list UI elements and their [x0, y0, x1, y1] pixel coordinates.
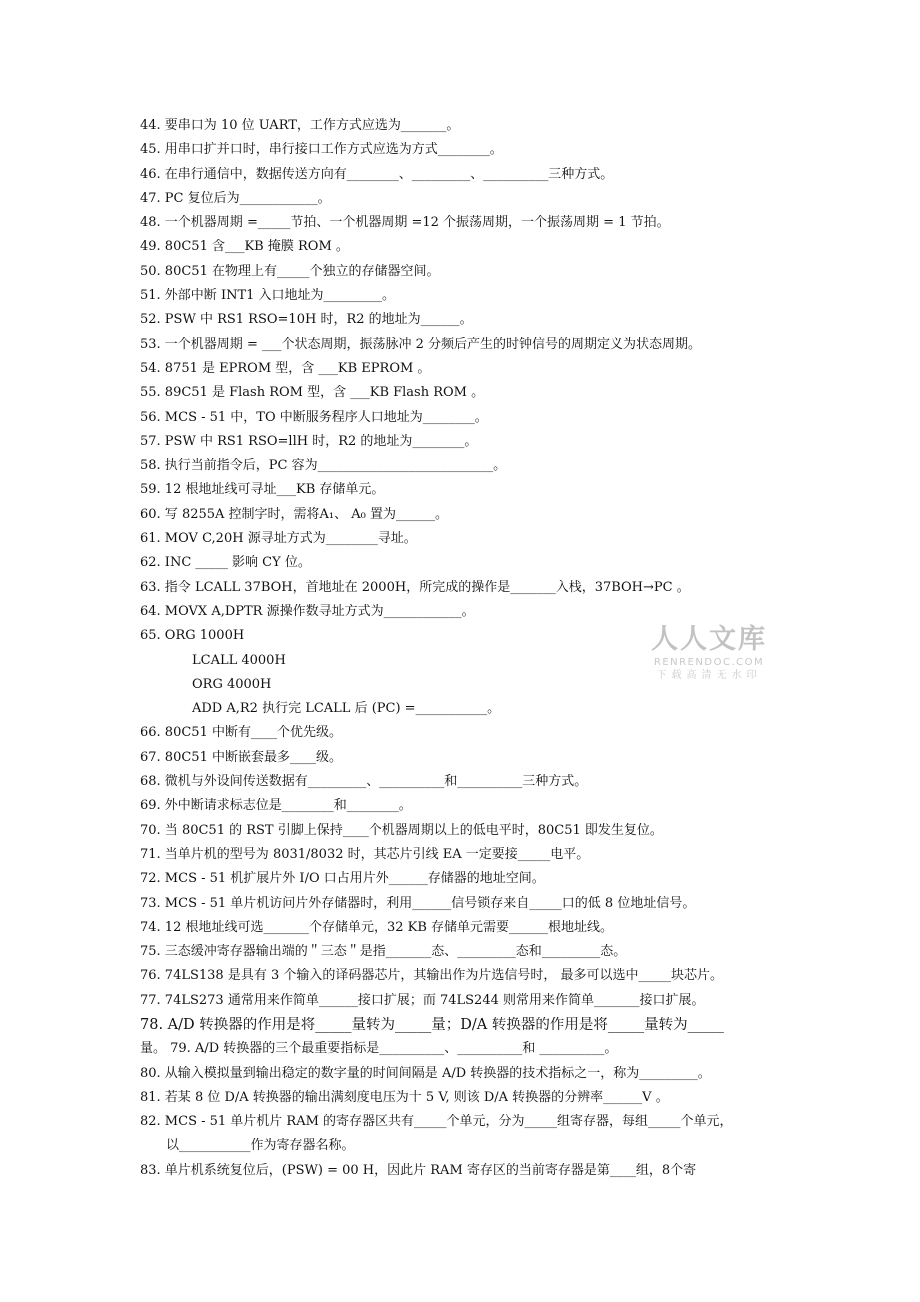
question-70: 70. 当 80C51 的 RST 引脚上保持____个机器周期以上的低电平时，80C51 即发生复位。	[140, 822, 663, 838]
question-56: 56. MCS - 51 中，TO 中断服务程序人口地址为________。	[140, 409, 488, 425]
question-77: 77. 74LS273 通常用来作简单______接口扩展；而 74LS244 则常用来作简单_______接口扩展。	[140, 992, 705, 1008]
watermark-tagline: 下载高清无水印	[656, 670, 762, 681]
question-72: 72. MCS - 51 机扩展片外 I/O 口占用片外______存储器的地址空间。	[140, 871, 545, 887]
question-73: 73. MCS - 51 单片机访问片外存储器时，利用______信号锁存来自_____口的低 8 位地址信号。	[140, 895, 696, 911]
question-68: 68. 微机与外设间传送数据有_________、__________和__________三种方式。	[140, 774, 588, 790]
question-83: 83. 单片机系统复位后，(PSW) = 00 H，因此片 RAM 寄存区的当前寄存器是第____组，8个寄	[140, 1162, 697, 1178]
question-53: 53. 一个机器周期 = ___个状态周期，振荡脉冲 2 分频后产生的时钟信号的周期定义为状态周期。	[140, 336, 702, 352]
watermark-url: RENRENDOC.COM	[653, 657, 765, 668]
question-59: 59. 12 根地址线可寻址___KB 存储单元。	[140, 482, 385, 498]
question-81: 81. 若某 8 位 D/A 转换器的输出满刻度电压为十 5 V, 则该 D/A 转换器的分辨率______V 。	[140, 1089, 669, 1105]
question-76: 76. 74LS138 是具有 3 个输入的译码器芯片，其输出作为片选信号时， 最多可以选中_____块芯片。	[140, 968, 724, 984]
question-75: 75. 三态缓冲寄存器输出端的＂三态＂是指_______态、_________态和_________态。	[140, 944, 627, 960]
question-50: 50. 80C51 在物理上有_____个独立的存储器空间。	[140, 263, 440, 279]
question-49: 49. 80C51 含___KB 掩膜 ROM 。	[140, 239, 349, 255]
question-47: 47. PC 复位后为____________。	[140, 190, 331, 206]
question-51: 51. 外部中断 INT1 入口地址为_________。	[140, 288, 396, 304]
question-61: 61. MOV C,20H 源寻址方式为________寻址。	[140, 531, 417, 547]
question-82: 82. MCS - 51 单片机片 RAM 的寄存器区共有_____个单元，分为_____组寄存器，每组_____个单元，	[140, 1114, 733, 1130]
question-82-continuation: 以___________作为寄存器名称。	[166, 1138, 355, 1154]
question-78: 78. A/D 转换器的作用是将_____量转为_____量；D/A 转换器的作用是将_____量转为_____	[140, 1016, 724, 1033]
question-80: 80. 从输入模拟量到输出稳定的数字量的时间间隔是 A/D 转换器的技术指标之一，称为_________。	[140, 1065, 711, 1081]
question-69: 69. 外中断请求标志位是________和________。	[140, 798, 412, 814]
question-66: 66. 80C51 中断有____个优先级。	[140, 725, 342, 741]
question-54: 54. 8751 是 EPROM 型，含 ___KB EPROM 。	[140, 360, 431, 376]
question-64: 64. MOVX A,DPTR 源操作数寻址方式为____________。	[140, 603, 475, 619]
watermark-logo	[646, 624, 772, 683]
question-71: 71. 当单片机的型号为 8031/8032 时，其芯片引线 EA 一定要接_____电平。	[140, 846, 590, 862]
question-45: 45. 用串口扩并口时，串行接口工作方式应选为方式________。	[140, 142, 503, 158]
question-79: 量。 79. A/D 转换器的三个最重要指标是__________、__________和 __________。	[140, 1041, 618, 1057]
question-65-code-line: ORG 4000H	[192, 676, 272, 692]
question-63: 63. 指令 LCALL 37BOH，首地址在 2000H，所完成的操作是_______入栈，37BOH→PC 。	[140, 579, 690, 595]
question-74: 74. 12 根地址线可选_______个存储单元，32 KB 存储单元需要______根地址线。	[140, 919, 614, 935]
watermark-title: 人人文库	[651, 624, 767, 655]
question-67: 67. 80C51 中断嵌套最多____级。	[140, 749, 342, 765]
question-55: 55. 89C51 是 Flash ROM 型，含 ___KB Flash ROM 。	[140, 385, 485, 401]
question-48: 48. 一个机器周期 =_____节拍、一个机器周期 =12 个振荡周期，一个振荡周期 = 1 节拍。	[140, 215, 670, 231]
question-62: 62. INC _____ 影响 CY 位。	[140, 555, 311, 571]
question-65: 65. ORG 1000H	[140, 628, 245, 644]
question-58: 58. 执行当前指令后，PC 容为___________________________。	[140, 458, 507, 474]
question-65-code-line: LCALL 4000H	[192, 652, 286, 668]
question-60: 60. 写 8255A 控制字时，需将A₁、 A₀ 置为______。	[140, 506, 449, 522]
question-44: 44. 要串口为 10 位 UART，工作方式应选为_______。	[140, 118, 460, 133]
question-57: 57. PSW 中 RS1 RSO=llH 时，R2 的地址为________。	[140, 433, 478, 449]
question-65-code-line: ADD A,R2 执行完 LCALL 后 (PC) =___________。	[192, 701, 501, 717]
question-46: 46. 在串行通信中，数据传送方向有________、_________、__________三种方式。	[140, 166, 614, 182]
question-52: 52. PSW 中 RS1 RSO=10H 时，R2 的地址为______。	[140, 312, 473, 328]
